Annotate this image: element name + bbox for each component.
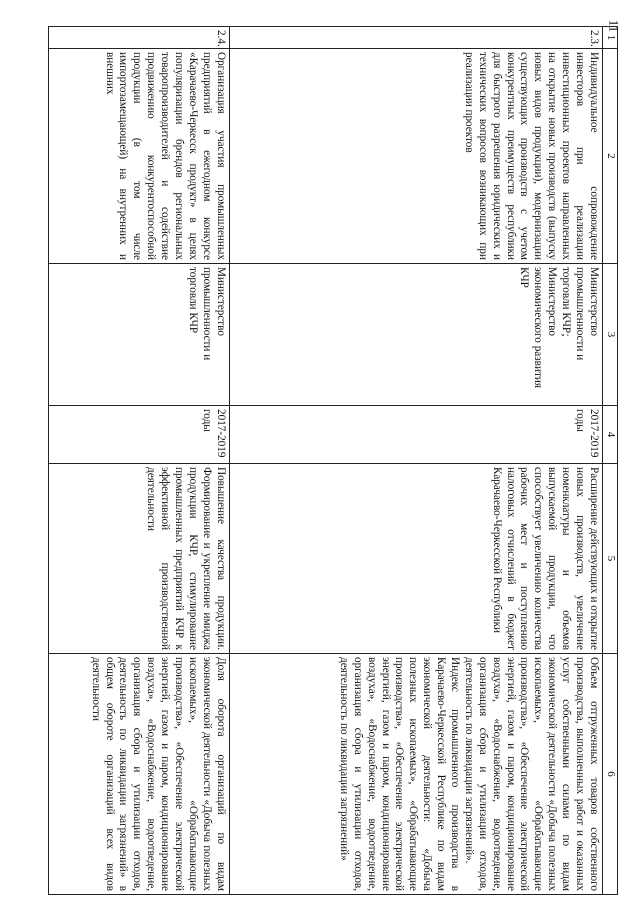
header-row — [602, 27, 617, 895]
page-number: 11 — [606, 19, 622, 33]
result-cell: Повышение качества продукции. Формирование и укрепление имиджа продукции КЧР, стимулирование промышленных предприятий КЧР к эффективной производственной деятельности — [49, 464, 230, 654]
measure-cell: Индивидуальное сопровождение инвесторов при реализации инвестиционных проектов направленных на открытие новых производств (выпуску новых видов продукции), модернизации существующих производств с учетом конкурентных преимуществ республики для быстрого разрешения юридических и технических вопросов возникающих при реализации проектов — [229, 49, 602, 264]
indicator-cell: Доля оборота организаций по видам экономической деятельности «Добыча полезных ископаемых», «Обрабатывающие производства», «Обеспечение электрической энергией, газом и паром, кондиционирование воздуха», «Водоснабжение, водоотведение, организация сбора и утилизации отходов, деятельность по ликвидации загрязнений» в общем обороте организаций всех видов деятельности — [49, 654, 230, 895]
row-number: 2.4. — [49, 27, 230, 49]
header-cell-6: 6 — [602, 654, 617, 895]
table-row — [49, 27, 230, 895]
period-cell: 2017-2019 годы — [49, 406, 230, 464]
header-cell-5: 5 — [602, 464, 617, 654]
executor-cell: Министерство промышленности и торговли КЧР — [49, 264, 230, 406]
header-cell-1: 1 — [602, 27, 617, 49]
executor-cell: Министерство промышленности и торговли КЧР; Министерство экономического развития КЧР — [229, 264, 602, 406]
period-cell: 2017-2019 годы — [229, 406, 602, 464]
header-cell-2: 2 — [602, 49, 617, 264]
header-cell-4: 4 — [602, 406, 617, 464]
header-cell-3: 3 — [602, 264, 617, 406]
measure-cell: Организация участия промышленных предприятий в ежегодном конкурсе «Карачаево-Черкесск продукт» в целях популяризации брендов региональных товаропроизводителей и содействие продвижению конкурентоспособной продукции (в том числе импортозамещающей) на внутренних и внешних — [49, 49, 230, 264]
rotated-table-area — [48, 26, 618, 894]
measures-table — [48, 26, 618, 895]
table-row — [229, 27, 602, 895]
indicator-cell: Объем отгруженных товаров собственного производства, выполненных работ и оказанных услуг собственными силами по видам экономической деятельности «Добыча полезных ископаемых», «Обрабатывающие производства», «Обеспечение электрической энергией, газом и паром, кондиционирование воздуха», «Водоснабжение, водоотведение, организация сбора и утилизации отходов, деятельность по ликвидации загрязнений». Индекс промышленного производства в Карачаево-Черкесской Республике по видам экономической деятельности: «Добыча полезных ископаемых», «Обрабатывающие производства», «Обеспечение электрической энергией, газом и паром, кондиционирование воздуха», «Водоснабжение, водоотведение, организация сбора и утилизации отходов, деятельность по ликвидации загрязнений» — [229, 654, 602, 895]
result-cell: Расширение действующих и открытие новых производств, увеличение номенклатуры и объемов выпускаемой продукции, что способствует увеличению количества рабочих мест и поступлению налоговых отчислений в бюджет Карачаево-Черкесской Республики — [229, 464, 602, 654]
measures-table-wrapper — [48, 26, 618, 894]
row-number: 2.3. — [229, 27, 602, 49]
